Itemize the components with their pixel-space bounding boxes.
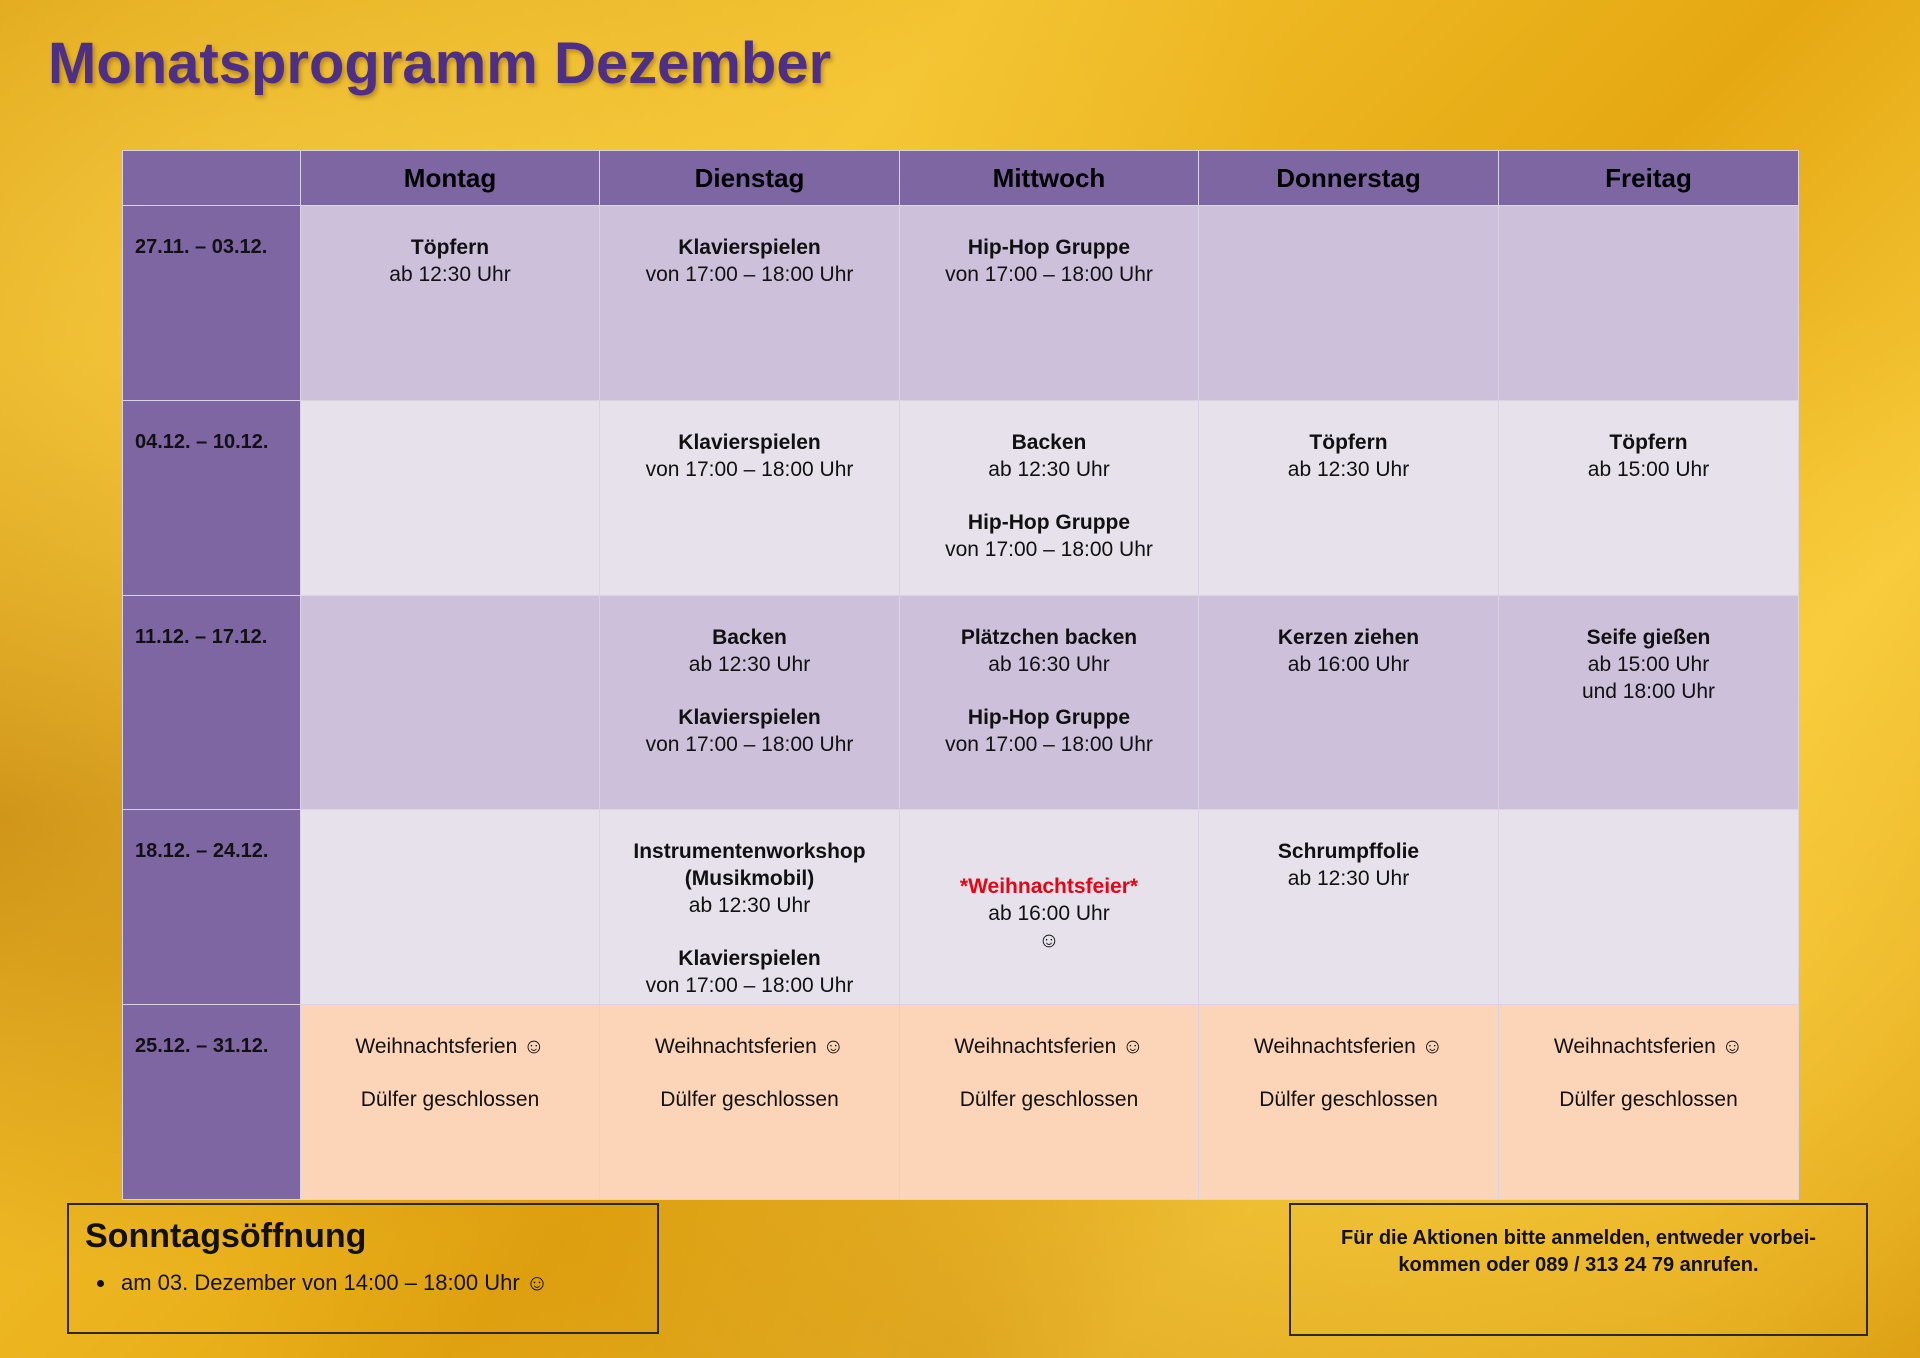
week-label: 27.11. – 03.12. bbox=[123, 206, 301, 401]
day-cell bbox=[600, 810, 900, 1005]
day-cell bbox=[900, 596, 1199, 810]
week-row bbox=[123, 810, 1799, 1005]
day-cell bbox=[600, 206, 900, 401]
activity-name: Schrumpffolie bbox=[1277, 840, 1420, 863]
activity bbox=[1499, 429, 1798, 483]
activity-time: von 17:00 – 18:00 Uhr bbox=[945, 538, 1153, 561]
christmas-party-name: *Weihnachtsfeier* bbox=[959, 875, 1139, 898]
activity-name: Klavierspielen bbox=[678, 947, 821, 970]
day-cell-celebration bbox=[900, 810, 1199, 1005]
activity bbox=[1499, 624, 1798, 705]
activity-subtitle: (Musikmobil) bbox=[684, 867, 815, 890]
activity bbox=[900, 704, 1198, 758]
day-cell-holiday bbox=[1499, 1005, 1799, 1200]
closed-label: Dülfer geschlossen bbox=[1259, 1088, 1438, 1111]
closed-label: Dülfer geschlossen bbox=[959, 1088, 1139, 1111]
sunday-opening-item: • am 03. Dezember von 14:00 – 18:00 Uhr ☺ bbox=[117, 1270, 641, 1296]
header-day: Freitag bbox=[1499, 151, 1799, 206]
week-label: 04.12. – 10.12. bbox=[123, 401, 301, 596]
sunday-opening-box bbox=[67, 1203, 659, 1334]
activity bbox=[900, 509, 1198, 563]
activity-time-2: und 18:00 Uhr bbox=[1581, 680, 1716, 703]
day-cell bbox=[1499, 596, 1799, 810]
activity-time: von 17:00 – 18:00 Uhr bbox=[945, 263, 1153, 286]
activity-name: Hip-Hop Gruppe bbox=[967, 511, 1131, 534]
week-label: 25.12. – 31.12. bbox=[123, 1005, 301, 1200]
activity-time: ab 12:30 Uhr bbox=[688, 653, 811, 676]
header-row bbox=[123, 151, 1799, 206]
day-cell bbox=[600, 401, 900, 596]
activity-name: Backen bbox=[1011, 431, 1087, 454]
holiday-label: Weihnachtsferien ☺ bbox=[355, 1035, 545, 1058]
activity-time: von 17:00 – 18:00 Uhr bbox=[945, 733, 1153, 756]
activity bbox=[600, 704, 899, 758]
holiday-label: Weihnachtsferien ☺ bbox=[654, 1035, 845, 1058]
activity bbox=[600, 838, 899, 919]
activity bbox=[1199, 624, 1498, 678]
day-cell bbox=[900, 401, 1199, 596]
activity-name: Kerzen ziehen bbox=[1277, 626, 1420, 649]
sunday-opening-title: Sonntagsöffnung bbox=[85, 1217, 367, 1255]
activity bbox=[1199, 838, 1498, 892]
activity-time: von 17:00 – 18:00 Uhr bbox=[645, 974, 854, 997]
activity bbox=[900, 429, 1198, 483]
activity-time: ab 12:30 Uhr bbox=[1287, 458, 1410, 481]
activity-time: ab 15:00 Uhr bbox=[1587, 653, 1710, 676]
activity-time: ab 12:30 Uhr bbox=[688, 894, 811, 917]
day-cell bbox=[1199, 596, 1499, 810]
activity-name: Plätzchen backen bbox=[960, 626, 1138, 649]
activity-name: Seife gießen bbox=[1586, 626, 1711, 649]
day-cell bbox=[1199, 810, 1499, 1005]
activity bbox=[900, 624, 1198, 678]
schedule-table bbox=[122, 150, 1799, 1200]
day-cell bbox=[301, 206, 600, 401]
closed-label: Dülfer geschlossen bbox=[360, 1088, 540, 1111]
day-cell-holiday bbox=[1199, 1005, 1499, 1200]
activity-name: Hip-Hop Gruppe bbox=[967, 236, 1131, 259]
day-cell bbox=[900, 206, 1199, 401]
week-label: 18.12. – 24.12. bbox=[123, 810, 301, 1005]
activity-time: von 17:00 – 18:00 Uhr bbox=[645, 263, 854, 286]
activity-time: ab 16:00 Uhr bbox=[1287, 653, 1410, 676]
holiday-label: Weihnachtsferien ☺ bbox=[954, 1035, 1144, 1058]
day-cell-empty bbox=[1499, 206, 1799, 401]
activity-time: ab 12:30 Uhr bbox=[1287, 867, 1410, 890]
day-cell-empty bbox=[1499, 810, 1799, 1005]
day-cell bbox=[1499, 401, 1799, 596]
activity bbox=[600, 429, 899, 483]
closed-label: Dülfer geschlossen bbox=[1559, 1088, 1738, 1111]
christmas-party bbox=[900, 838, 1198, 954]
header-day: Montag bbox=[301, 151, 600, 206]
day-cell-holiday bbox=[600, 1005, 900, 1200]
week-row bbox=[123, 401, 1799, 596]
activity-name: Hip-Hop Gruppe bbox=[967, 706, 1131, 729]
activity-time: ab 16:00 Uhr bbox=[988, 902, 1110, 925]
header-day: Mittwoch bbox=[900, 151, 1199, 206]
header-corner bbox=[123, 151, 301, 206]
day-cell-holiday bbox=[900, 1005, 1199, 1200]
activity-time: ab 15:00 Uhr bbox=[1587, 458, 1710, 481]
activity-name: Backen bbox=[712, 626, 787, 649]
day-cell bbox=[600, 596, 900, 810]
activity-name: Klavierspielen bbox=[678, 431, 821, 454]
activity-time: von 17:00 – 18:00 Uhr bbox=[645, 733, 854, 756]
day-cell-empty bbox=[301, 810, 600, 1005]
week-label: 11.12. – 17.12. bbox=[123, 596, 301, 810]
week-row bbox=[123, 1005, 1799, 1200]
activity bbox=[301, 234, 599, 288]
activity bbox=[1199, 429, 1498, 483]
holiday-label: Weihnachtsferien ☺ bbox=[1553, 1035, 1744, 1058]
activity-time: ab 12:30 Uhr bbox=[389, 263, 511, 286]
activity bbox=[600, 624, 899, 678]
page-title: Monatsprogramm Dezember bbox=[48, 31, 832, 96]
day-cell bbox=[1199, 401, 1499, 596]
activity-time: von 17:00 – 18:00 Uhr bbox=[645, 458, 854, 481]
registration-info-line: Für die Aktionen bitte anmelden, entweder vorbei- bbox=[1341, 1227, 1816, 1249]
activity-name: Klavierspielen bbox=[678, 236, 821, 259]
day-cell-holiday bbox=[301, 1005, 600, 1200]
smiley-icon: ☺ bbox=[1038, 929, 1060, 952]
header-day: Donnerstag bbox=[1199, 151, 1499, 206]
activity-time: ab 12:30 Uhr bbox=[988, 458, 1110, 481]
day-cell-empty bbox=[1199, 206, 1499, 401]
activity bbox=[900, 234, 1198, 288]
activity-name: Töpfern bbox=[1609, 431, 1688, 454]
activity-name: Töpfern bbox=[410, 236, 490, 259]
header-day: Dienstag bbox=[600, 151, 900, 206]
activity bbox=[600, 945, 899, 999]
sunday-opening-list bbox=[85, 1270, 641, 1296]
activity-name: Instrumentenworkshop bbox=[633, 840, 866, 863]
activity-name: Töpfern bbox=[1309, 431, 1388, 454]
activity bbox=[600, 234, 899, 288]
day-cell-empty bbox=[301, 596, 600, 810]
registration-info-box bbox=[1289, 1203, 1868, 1336]
week-row bbox=[123, 596, 1799, 810]
closed-label: Dülfer geschlossen bbox=[660, 1088, 839, 1111]
week-row bbox=[123, 206, 1799, 401]
day-cell-empty bbox=[301, 401, 600, 596]
holiday-label: Weihnachtsferien ☺ bbox=[1253, 1035, 1444, 1058]
activity-name: Klavierspielen bbox=[678, 706, 821, 729]
registration-info-line: kommen oder 089 / 313 24 79 anrufen. bbox=[1398, 1254, 1759, 1276]
activity-time: ab 16:30 Uhr bbox=[988, 653, 1110, 676]
